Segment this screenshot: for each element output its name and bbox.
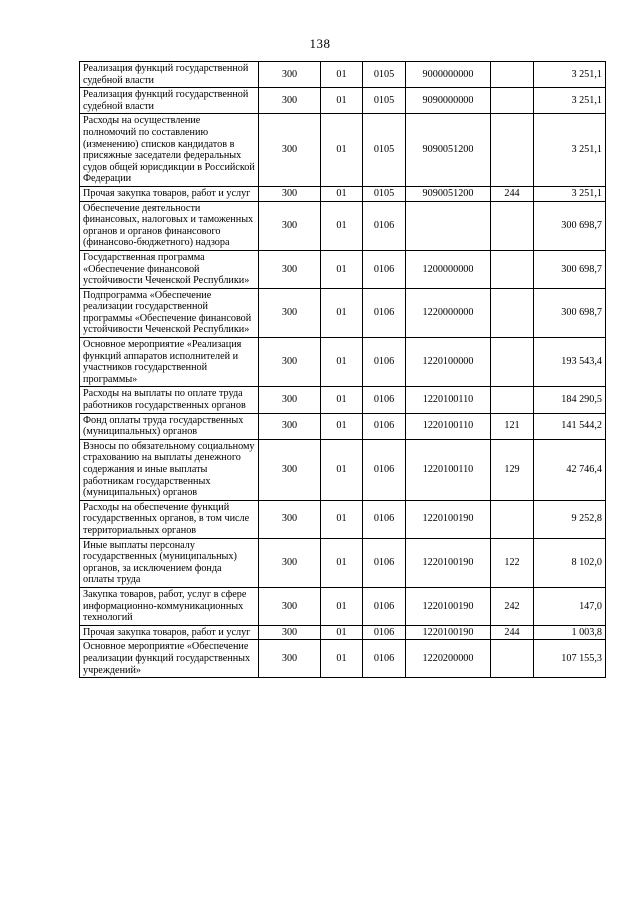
target-article-code-cell: 1200000000 <box>406 250 491 288</box>
subsection-code-cell: 0106 <box>363 338 406 387</box>
section-code-cell: 01 <box>321 114 363 187</box>
ministry-code-cell: 300 <box>259 186 321 201</box>
section-code-cell: 01 <box>321 387 363 413</box>
subsection-code-cell: 0106 <box>363 587 406 625</box>
amount-cell: 42 746,4 <box>534 439 606 500</box>
budget-table <box>79 61 606 678</box>
amount-cell: 9 252,8 <box>534 500 606 538</box>
subsection-code-cell: 0106 <box>363 625 406 640</box>
expense-name-cell: Фонд оплаты труда государственных (муниципальных) органов <box>80 413 259 439</box>
table-row <box>80 538 606 587</box>
subsection-code-cell: 0105 <box>363 62 406 88</box>
table-row <box>80 288 606 337</box>
amount-cell: 300 698,7 <box>534 201 606 250</box>
subsection-code-cell: 0106 <box>363 250 406 288</box>
ministry-code-cell: 300 <box>259 62 321 88</box>
subsection-code-cell: 0106 <box>363 288 406 337</box>
amount-cell: 147,0 <box>534 587 606 625</box>
section-code-cell: 01 <box>321 640 363 678</box>
subsection-code-cell: 0105 <box>363 186 406 201</box>
table-row <box>80 587 606 625</box>
table-row <box>80 114 606 187</box>
table-row <box>80 88 606 114</box>
amount-cell: 3 251,1 <box>534 62 606 88</box>
ministry-code-cell: 300 <box>259 439 321 500</box>
expense-type-code-cell: 121 <box>491 413 534 439</box>
target-article-code-cell: 1220200000 <box>406 640 491 678</box>
expense-type-code-cell <box>491 338 534 387</box>
target-article-code-cell: 1220000000 <box>406 288 491 337</box>
expense-type-code-cell <box>491 62 534 88</box>
subsection-code-cell: 0105 <box>363 88 406 114</box>
expense-name-cell: Взносы по обязательному социальному страхованию на выплаты денежного содержания и иные выплаты работникам государственных (муниципальных) органов <box>80 439 259 500</box>
subsection-code-cell: 0106 <box>363 413 406 439</box>
amount-cell: 8 102,0 <box>534 538 606 587</box>
ministry-code-cell: 300 <box>259 88 321 114</box>
ministry-code-cell: 300 <box>259 250 321 288</box>
amount-cell: 107 155,3 <box>534 640 606 678</box>
section-code-cell: 01 <box>321 500 363 538</box>
ministry-code-cell: 300 <box>259 338 321 387</box>
target-article-code-cell: 1220100190 <box>406 625 491 640</box>
subsection-code-cell: 0106 <box>363 500 406 538</box>
table-row <box>80 338 606 387</box>
section-code-cell: 01 <box>321 62 363 88</box>
amount-cell: 1 003,8 <box>534 625 606 640</box>
page-number: 138 <box>309 36 331 51</box>
expense-type-code-cell <box>491 500 534 538</box>
expense-name-cell: Обеспечение деятельности финансовых, налоговых и таможенных органов и органов финансового (финансово-бюджетного) надзора <box>80 201 259 250</box>
subsection-code-cell: 0106 <box>363 538 406 587</box>
amount-cell: 300 698,7 <box>534 250 606 288</box>
target-article-code-cell: 1220100190 <box>406 500 491 538</box>
section-code-cell: 01 <box>321 338 363 387</box>
section-code-cell: 01 <box>321 439 363 500</box>
expense-name-cell: Расходы на осуществление полномочий по составлению (изменению) списков кандидатов в присяжные заседатели федеральных судов общей юрисдикции в Российской Федерации <box>80 114 259 187</box>
expense-name-cell: Иные выплаты персоналу государственных (муниципальных) органов, за исключением фонда оплаты труда <box>80 538 259 587</box>
amount-cell: 141 544,2 <box>534 413 606 439</box>
expense-type-code-cell <box>491 387 534 413</box>
table-row <box>80 413 606 439</box>
target-article-code-cell <box>406 201 491 250</box>
amount-cell: 193 543,4 <box>534 338 606 387</box>
expense-name-cell: Расходы на обеспечение функций государственных органов, в том числе территориальных органов <box>80 500 259 538</box>
amount-cell: 184 290,5 <box>534 387 606 413</box>
subsection-code-cell: 0106 <box>363 439 406 500</box>
expense-name-cell: Расходы на выплаты по оплате труда работников государственных органов <box>80 387 259 413</box>
target-article-code-cell: 9090000000 <box>406 88 491 114</box>
ministry-code-cell: 300 <box>259 413 321 439</box>
amount-cell: 3 251,1 <box>534 186 606 201</box>
ministry-code-cell: 300 <box>259 114 321 187</box>
ministry-code-cell: 300 <box>259 500 321 538</box>
amount-cell: 300 698,7 <box>534 288 606 337</box>
table-row <box>80 387 606 413</box>
table-row <box>80 186 606 201</box>
expense-name-cell: Государственная программа «Обеспечение финансовой устойчивости Чеченской Республики» <box>80 250 259 288</box>
table-row <box>80 625 606 640</box>
expense-type-code-cell <box>491 250 534 288</box>
section-code-cell: 01 <box>321 625 363 640</box>
target-article-code-cell: 1220100110 <box>406 439 491 500</box>
subsection-code-cell: 0106 <box>363 201 406 250</box>
table-row <box>80 439 606 500</box>
expense-name-cell: Подпрограмма «Обеспечение реализации государственной программы «Обеспечение финансовой устойчивости Чеченской Республики» <box>80 288 259 337</box>
expense-name-cell: Реализация функций государственной судебной власти <box>80 62 259 88</box>
ministry-code-cell: 300 <box>259 625 321 640</box>
ministry-code-cell: 300 <box>259 587 321 625</box>
expense-name-cell: Основное мероприятие «Реализация функций аппаратов исполнителей и участников государственной программы» <box>80 338 259 387</box>
target-article-code-cell: 9090051200 <box>406 186 491 201</box>
section-code-cell: 01 <box>321 538 363 587</box>
target-article-code-cell: 1220100110 <box>406 413 491 439</box>
target-article-code-cell: 1220100190 <box>406 587 491 625</box>
expense-name-cell: Прочая закупка товаров, работ и услуг <box>80 186 259 201</box>
target-article-code-cell: 9000000000 <box>406 62 491 88</box>
expense-type-code-cell: 122 <box>491 538 534 587</box>
expense-type-code-cell <box>491 201 534 250</box>
ministry-code-cell: 300 <box>259 201 321 250</box>
expense-name-cell: Основное мероприятие «Обеспечение реализации функций государственных учреждений» <box>80 640 259 678</box>
target-article-code-cell: 1220100110 <box>406 387 491 413</box>
expense-name-cell: Прочая закупка товаров, работ и услуг <box>80 625 259 640</box>
expense-type-code-cell <box>491 88 534 114</box>
section-code-cell: 01 <box>321 288 363 337</box>
ministry-code-cell: 300 <box>259 538 321 587</box>
ministry-code-cell: 300 <box>259 387 321 413</box>
section-code-cell: 01 <box>321 201 363 250</box>
table-row <box>80 62 606 88</box>
budget-table-body <box>80 62 606 678</box>
expense-type-code-cell <box>491 640 534 678</box>
expense-name-cell: Реализация функций государственной судебной власти <box>80 88 259 114</box>
section-code-cell: 01 <box>321 587 363 625</box>
subsection-code-cell: 0106 <box>363 387 406 413</box>
section-code-cell: 01 <box>321 250 363 288</box>
expense-type-code-cell: 129 <box>491 439 534 500</box>
table-row <box>80 201 606 250</box>
expense-type-code-cell <box>491 288 534 337</box>
expense-type-code-cell <box>491 114 534 187</box>
target-article-code-cell: 1220100000 <box>406 338 491 387</box>
amount-cell: 3 251,1 <box>534 114 606 187</box>
table-row <box>80 250 606 288</box>
expense-name-cell: Закупка товаров, работ, услуг в сфере информационно-коммуникационных технологий <box>80 587 259 625</box>
expense-type-code-cell: 244 <box>491 186 534 201</box>
subsection-code-cell: 0105 <box>363 114 406 187</box>
subsection-code-cell: 0106 <box>363 640 406 678</box>
amount-cell: 3 251,1 <box>534 88 606 114</box>
ministry-code-cell: 300 <box>259 640 321 678</box>
section-code-cell: 01 <box>321 88 363 114</box>
target-article-code-cell: 1220100190 <box>406 538 491 587</box>
target-article-code-cell: 9090051200 <box>406 114 491 187</box>
table-row <box>80 500 606 538</box>
table-row <box>80 640 606 678</box>
expense-type-code-cell: 244 <box>491 625 534 640</box>
expense-type-code-cell: 242 <box>491 587 534 625</box>
ministry-code-cell: 300 <box>259 288 321 337</box>
section-code-cell: 01 <box>321 186 363 201</box>
section-code-cell: 01 <box>321 413 363 439</box>
